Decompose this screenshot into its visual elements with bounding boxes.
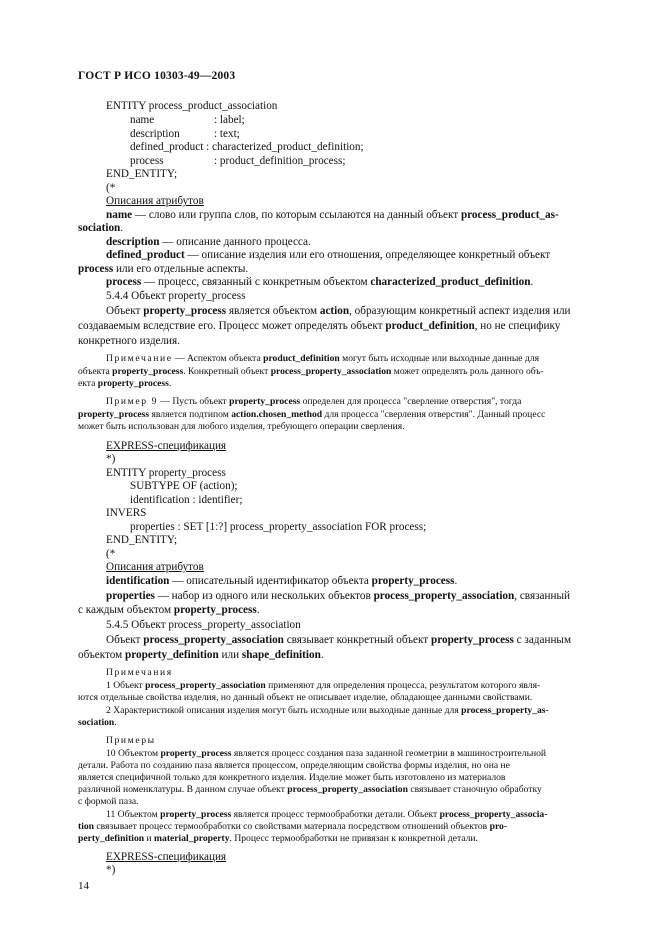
attr-identification: identification : identifier; <box>130 494 243 506</box>
comment-close-2: *) <box>106 864 116 876</box>
attr-name-type: : label; <box>214 114 245 126</box>
s545-ex10-line1: 10 Объектом property_process является процесс создания паза заданной геометрии в машиностроительной <box>106 748 547 759</box>
invers-keyword: INVERS <box>106 507 147 519</box>
s545-note2-line1: 2 Характеристикой описания изделия могут быть исходные или выходные данные для process_property_as- <box>106 705 549 716</box>
s544-example-line2: property_process является подтипом action.chosen_method для процесса "сверления отверстия". Данный процесс <box>78 409 546 420</box>
attributes-heading: Описания атрибутов <box>106 561 204 573</box>
attr-defined-product: defined_product : characterized_product_definition; <box>130 141 364 153</box>
end-entity: END_ENTITY; <box>106 534 178 546</box>
subtype-declaration: SUBTYPE OF (action); <box>130 480 238 492</box>
attr-desc-name: name — слово или группа слов, по которым ссылаются на данный объект process_product_as- <box>106 209 559 221</box>
attr-desc-properties-cont: с каждым объектом property_process. <box>78 604 260 616</box>
section-5-4-5-title: 5.4.5 Объект process_property_association <box>106 619 301 631</box>
s545-ex11-line3: perty_definition и material_property. Процесс термообработки не привязан к конкретной детали. <box>78 833 478 844</box>
comment-open: (* <box>106 182 116 194</box>
s545-examples-label: Примеры <box>106 735 156 746</box>
comment-open: (* <box>106 548 116 560</box>
attributes-heading: Описания атрибутов <box>106 195 204 207</box>
attr-process-type: : product_definition_process; <box>214 155 346 167</box>
comment-close: *) <box>106 453 116 465</box>
page-header: ГОСТ Р ИСО 10303-49—2003 <box>78 70 236 82</box>
attr-desc-properties: properties — набор из одного или нескольких объектов process_property_association, связанный <box>106 590 570 602</box>
s544-note-line1: Примечание — Аспектом объекта product_definition могут быть исходные или выходные данные для <box>106 353 540 364</box>
s545-ex11-line1: 11 Объектом property_process является процесс термообработки детали. Объект process_property_associa- <box>106 809 548 820</box>
s544-para-line2: создаваемым вследствие его. Процесс может определять объект product_definition, но не специфику <box>78 320 561 332</box>
s545-note1-line2: ются отдельные свойства изделия, но данный объект не описывает изделие, обладающее данными свойствами. <box>78 692 533 703</box>
attr-desc-identification: identification — описательный идентификатор объекта property_process. <box>106 575 458 587</box>
attr-desc-description: description — описание данного процесса. <box>106 236 311 248</box>
s545-ex10-line4: различной номенклатуры. В данном случае объект process_property_association связывает станочную обработку <box>78 784 542 795</box>
s545-note2-line2: sociation. <box>78 717 117 728</box>
end-entity: END_ENTITY; <box>106 168 178 180</box>
s545-ex10-line5: с формой паза. <box>78 796 139 807</box>
attr-description-type: : text; <box>214 128 240 140</box>
section-5-4-4-title: 5.4.4 Объект property_process <box>106 290 246 302</box>
s544-para-line3: конкретного изделия. <box>78 335 180 347</box>
attr-properties: properties : SET [1:?] process_property_association FOR process; <box>130 521 427 533</box>
attr-desc-process: process — процесс, связанный с конкретным объектом characterized_product_definition. <box>106 276 534 288</box>
attr-desc-defined-cont: process или его отдельные аспекты. <box>78 263 249 275</box>
s545-para-line1: Объект process_property_association связывает конкретный объект property_process с заданным <box>106 634 572 646</box>
s545-note1-line1: 1 Объект process_property_association применяют для определения процесса, результатом которого явля- <box>106 680 541 691</box>
s545-ex10-line3: является специфичной только для конкретного изделия. Изделие может быть изготовлено из материалов <box>78 772 506 783</box>
s545-ex10-line2: детали. Работа по созданию паза является процессом, определяющим свойства формы изделия, но она не <box>78 760 510 771</box>
attr-process: process <box>130 155 164 167</box>
s544-example-line3: может быть использован для любого изделия, требующего операции сверления. <box>78 421 405 432</box>
page-number: 14 <box>78 880 89 892</box>
s545-para-line2: объектом property_definition или shape_definition. <box>78 649 324 661</box>
express-spec-heading-2: EXPRESS-спецификация <box>106 851 227 863</box>
attr-description: description <box>130 128 180 140</box>
s545-ex11-line2: tion связывает процесс термообработки со свойствами материала посредством отношений объектов pro- <box>78 821 508 832</box>
attr-name: name <box>130 114 155 126</box>
attr-desc-defined: defined_product — описание изделия или его отношения, определяющее конкретный объект <box>106 249 551 261</box>
express-spec-heading: EXPRESS-спецификация <box>106 440 227 452</box>
s544-para-line1: Объект property_process является объектом action, образующим конкретный аспект изделия или <box>106 305 571 317</box>
entity-declaration: ENTITY property_process <box>106 467 226 479</box>
attr-desc-name-cont: sociation. <box>78 222 124 234</box>
s544-example-line1: Пример 9 — Пусть объект property_process определен для процесса "сверление отверстия", тогда <box>106 396 522 407</box>
s545-notes-label: Примечания <box>106 667 173 678</box>
s544-note-line3: екта property_process. <box>78 378 172 389</box>
s544-note-line2: объекта property_process. Конкретный объект process_property_association может определять роль данного объ- <box>78 366 544 377</box>
entity-declaration: ENTITY process_product_association <box>106 100 278 112</box>
